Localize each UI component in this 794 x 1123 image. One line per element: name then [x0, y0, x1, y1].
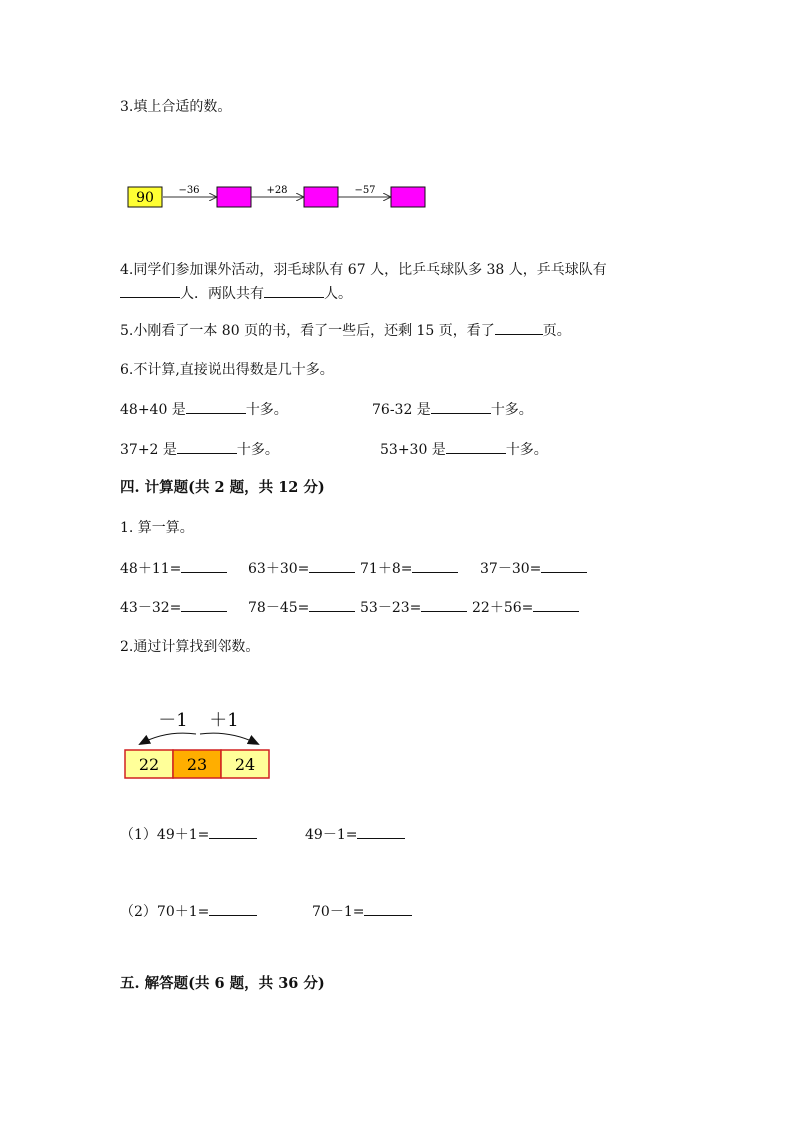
q6-item-3: [120, 440, 279, 459]
q6-suffix: 十多。: [236, 442, 279, 458]
calc2-blank[interactable]: [357, 825, 405, 839]
right-arc-arrow: [200, 733, 258, 744]
q4-text-b: 人。: [324, 286, 352, 302]
cell-left-value: 22: [138, 755, 160, 774]
q6-expr: 76-32 是: [372, 402, 431, 418]
q6-item-2: [372, 400, 533, 419]
q4-line1: 4.同学们参加课外活动，羽毛球队有 67 人，比乒乓球队多 38 人，乒乓球队有: [120, 262, 607, 278]
calc2-expr: 70－1=: [312, 904, 365, 920]
calc1-expr: 37－30=: [480, 561, 542, 577]
section-5-heading: 五. 解答题(共 6 题，共 36 分): [120, 975, 325, 992]
q6-expr: 37+2 是: [120, 442, 177, 458]
q6-expr: 53+30 是: [380, 442, 446, 458]
q6-expr: 48+40 是: [120, 402, 186, 418]
calc1-r2-c2: [248, 598, 355, 617]
calc1-r2-c1: [120, 598, 227, 617]
q3-start-value: 90: [136, 190, 154, 206]
calc2-expr: （1）49＋1=: [120, 827, 210, 843]
q4-blank-1[interactable]: [120, 284, 180, 298]
q3-diagram: [120, 175, 440, 220]
q3-title: 3.填上合适的数。: [120, 99, 232, 115]
calc1-blank[interactable]: [181, 559, 227, 573]
cell-right-value: 24: [234, 755, 256, 774]
q3-answer-box-3[interactable]: [391, 187, 425, 207]
calc2-p1-a: [120, 825, 257, 844]
q3-answer-box-1[interactable]: [217, 187, 251, 207]
q5-blank[interactable]: [495, 321, 543, 335]
calc1-blank[interactable]: [533, 598, 579, 612]
calc1-blank[interactable]: [412, 559, 458, 573]
calc1-expr: 63＋30=: [248, 561, 310, 577]
calc1-expr: 71＋8=: [360, 561, 413, 577]
calc2-p2-a: [120, 902, 257, 921]
q3-op-2: +28: [266, 185, 288, 196]
left-arc-arrow: [140, 733, 196, 744]
q6-item-1: [120, 400, 288, 419]
calc2-p1-b: [305, 825, 405, 844]
calc1-r1-c3: [360, 559, 458, 578]
calc2-blank[interactable]: [209, 825, 257, 839]
calc1-expr: 48＋11=: [120, 561, 182, 577]
q5-text-a: 5.小刚看了一本 80 页的书，看了一些后，还剩 15 页，看了: [120, 323, 495, 339]
calc1-r1-c2: [248, 559, 355, 578]
q3-op-3: −57: [354, 185, 376, 196]
calc1-blank[interactable]: [309, 598, 355, 612]
calc2-blank[interactable]: [364, 902, 412, 916]
calc2-blank[interactable]: [209, 902, 257, 916]
q6-blank[interactable]: [177, 440, 237, 454]
calc2-expr: 49－1=: [305, 827, 358, 843]
calc1-blank[interactable]: [309, 559, 355, 573]
calc1-r2-c3: [360, 598, 467, 617]
q6-item-4: [380, 440, 548, 459]
calc1-title: 1. 算一算。: [120, 520, 194, 536]
neighbor-number-diagram: [118, 700, 288, 784]
q5-text-b: 页。: [542, 323, 571, 339]
calc1-expr: 78－45=: [248, 600, 310, 616]
calc1-blank[interactable]: [181, 598, 227, 612]
calc2-title: 2.通过计算找到邻数。: [120, 639, 260, 655]
q4-blank-2[interactable]: [264, 284, 324, 298]
calc1-r2-c4: [472, 598, 579, 617]
q4-line2: [120, 284, 352, 303]
q6-blank[interactable]: [431, 400, 491, 414]
calc1-expr: 22＋56=: [472, 600, 534, 616]
calc1-blank[interactable]: [541, 559, 587, 573]
calc2-p2-b: [312, 902, 412, 921]
calc1-blank[interactable]: [421, 598, 467, 612]
calc1-r1-c1: [120, 559, 227, 578]
calc1-r1-c4: [480, 559, 587, 578]
q5-line: [120, 321, 571, 340]
q6-suffix: 十多。: [505, 442, 548, 458]
q6-blank[interactable]: [446, 440, 506, 454]
section-4-heading: 四. 计算题(共 2 题，共 12 分): [120, 479, 325, 496]
calc2-expr: （2）70＋1=: [120, 904, 210, 920]
cell-center-value: 23: [186, 755, 208, 774]
q3-answer-box-2[interactable]: [304, 187, 338, 207]
calc1-expr: 53－23=: [360, 600, 422, 616]
q6-suffix: 十多。: [490, 402, 533, 418]
q4-text-a: 人．两队共有: [180, 286, 264, 302]
q6-suffix: 十多。: [245, 402, 288, 418]
calc1-expr: 43－32=: [120, 600, 182, 616]
minus-one-label: －1: [158, 710, 188, 731]
plus-one-label: ＋1: [209, 710, 239, 731]
q6-title: 6.不计算,直接说出得数是几十多。: [120, 362, 334, 378]
q3-op-1: −36: [178, 185, 200, 196]
q6-blank[interactable]: [186, 400, 246, 414]
